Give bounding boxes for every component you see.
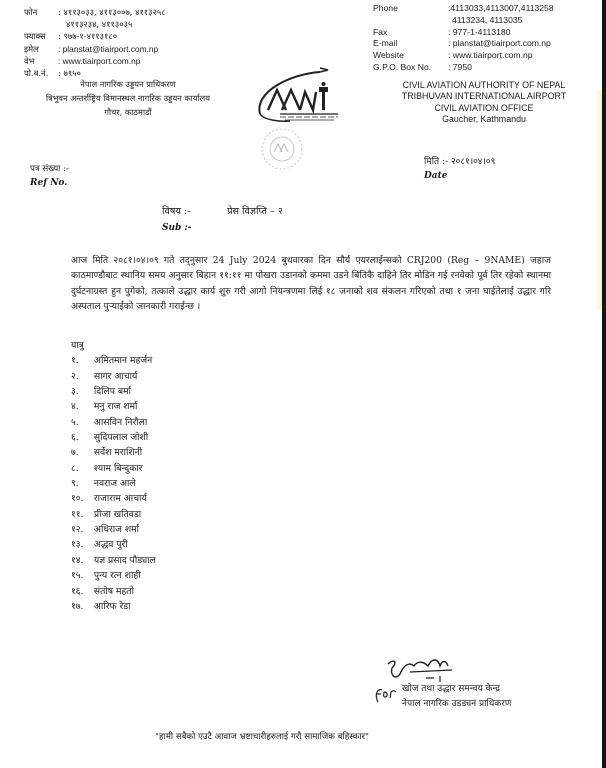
org-line2-en: TRIBHUVAN INTERNATIONAL AIRPORT (401, 91, 567, 102)
passenger-list-item (71, 537, 156, 552)
phone-value-en: :4113033,4113007,4113258 (448, 3, 554, 13)
page-edge-border (602, 0, 606, 768)
for-mark (372, 684, 398, 704)
date-label-np: मिति :- (424, 157, 449, 167)
date-label-en: Date (424, 171, 448, 181)
ref-label-en: Ref No. (30, 178, 68, 188)
passenger-number: ४. (71, 401, 79, 413)
passenger-name: आरिफ रेडा (93, 600, 131, 612)
passenger-number: १७. (71, 600, 84, 612)
web-row-en (373, 50, 598, 62)
letterhead-left (24, 6, 254, 79)
email-row-en (373, 38, 598, 50)
passenger-list-item (71, 584, 156, 599)
date-value: २०८१।०४।०९ (450, 157, 496, 167)
passenger-list-item (71, 599, 156, 614)
fax-value-en: : 977-1-4113180 (448, 26, 511, 37)
web-label-en: Website (373, 50, 404, 61)
subject-label-np: विषय :- (162, 206, 191, 217)
signatory-line2: नेपाल नागरिक उडड्यन प्राधिकरण (402, 698, 512, 709)
org-line4-en: Gaucher, Kathmandu (442, 113, 526, 124)
org-line1-en: CIVIL AVIATION AUTHORITY OF NEPAL (402, 80, 566, 90)
passenger-list-item (71, 353, 156, 368)
passenger-name: यज्ञ प्रसाद पौड्याल (93, 554, 156, 566)
passenger-number: १०. (71, 493, 84, 505)
fax-row-np (24, 30, 254, 42)
passenger-list-item (71, 445, 156, 460)
passenger-list-item (71, 476, 156, 491)
passenger-list-item (71, 568, 156, 583)
passenger-number: १६. (71, 585, 84, 597)
passenger-list-item (71, 507, 156, 522)
stamp-icon (260, 127, 304, 171)
subject-label-en: Sub :- (162, 223, 192, 233)
fax-label-en: Fax (373, 26, 388, 37)
phone-row2-np (24, 18, 254, 30)
passenger-number: १. (71, 355, 79, 367)
fax-value-np: : ९७७-१-४११३१८० (58, 31, 118, 42)
passenger-name: अद्धव पुरी (93, 539, 128, 551)
phone-value-np: : ४११३०३३, ४११३००७, ४११३२५८ (58, 7, 166, 17)
passenger-name: श्याम बिन्दुकार (93, 462, 143, 474)
pobox-label-en: G.P.O. Box No. (373, 61, 432, 72)
passenger-list-item (71, 461, 156, 476)
passenger-list-item (71, 369, 156, 384)
subject-value: प्रेस विज्ञप्ति – २ (227, 206, 283, 217)
email-row-np (24, 43, 254, 55)
pobox-label-np: पो.ब.नं. (24, 68, 49, 79)
subject-block (162, 203, 283, 237)
ref-label-np: पत्र संख्या :- (30, 164, 69, 174)
anti-corruption-slogan: "हामी सबैको एउटै आवाज भ्रष्टाचारीहरुलाई गरौ सामाजिक बहिस्कार" (155, 732, 369, 742)
fax-row-en (373, 27, 598, 39)
passenger-name: नवराज आले (93, 478, 136, 490)
passenger-name: राजाराम आचार्य (93, 493, 147, 505)
phone-row2-en (373, 15, 598, 27)
org-name-en (372, 80, 596, 125)
faded-stamp (260, 127, 304, 171)
passenger-number: ७. (71, 447, 79, 459)
passenger-name: सर्वेश मराशिनी (93, 447, 143, 459)
web-row-np (24, 55, 254, 67)
org-line3-en: CIVIL AVIATION OFFICE (434, 102, 534, 113)
passenger-number: १२. (71, 524, 84, 536)
passenger-name: अधिराज शर्मा (93, 524, 139, 536)
passenger-number: १३. (71, 539, 84, 551)
passenger-name: पुन्य रत्न शाही (93, 570, 141, 582)
caan-logo-icon (250, 62, 350, 136)
passenger-number: १४. (71, 554, 84, 566)
fax-label-np: फ्याक्स (24, 31, 46, 42)
passenger-number: ८. (71, 462, 79, 474)
web-value-en: : www.tiairport.com.np (448, 50, 533, 61)
passenger-number: ५. (71, 416, 79, 428)
web-value-np: : www.tiairport.com.np (58, 55, 141, 66)
for-mark-icon (372, 684, 398, 704)
phone-value2-en: 4113234, 4113035 (452, 14, 523, 25)
org-line2-np: त्रिभुवन अन्तर्राष्ट्रिय विमानस्थल नागरिक उड्डयन कार्यालय (46, 93, 210, 103)
passenger-number: ११. (71, 508, 84, 520)
passenger-name: दिलिप बर्मा (93, 386, 132, 398)
date-block (424, 155, 495, 183)
letterhead-right (373, 3, 598, 74)
phone-row-np (24, 6, 254, 18)
passenger-number: २. (71, 370, 79, 382)
email-label-en: E-mail (373, 38, 398, 49)
phone-row-en (373, 3, 598, 15)
passenger-list-item (71, 522, 156, 537)
org-line3-np: गौचर, काठमाडौं (104, 107, 152, 117)
passenger-number: ९. (71, 478, 79, 490)
press-release-body: आज मिति २०८१।०४।०९ गते तद्नुसार 24 July 2024 बुधवारका दिन सौर्य एयरलाईन्सको CRJ200 (Reg – 9NAME) जहाज काठमाण्डौबाट स्थानिय समय अनुसार बिहान ११:११ मा पोखरा उडानको कममा उडने बितिकै दाहिने तिर मोडिन गई रनवेको पूर्व तिर रहेको स्थानमा दुर्घटनाग्रस्त हुन पुगेको, तत्काले उद्धार कार्य शुरु गरी आगो नियन्त्रणमा लिई १८ जनाको शव संकलन गरिएको तथा १ जना घाईतेलाई उद्धार गरि अस्पताल पुर्‍याईको जानकारी गराईन्छ । (71, 255, 551, 313)
passenger-name: सुदिपलाल जोशी (93, 432, 149, 444)
passenger-name: आसविन निरौला (93, 416, 148, 428)
web-label-np: वेभ (24, 55, 35, 66)
handwritten-signature (380, 650, 460, 686)
phone-value2-np: ४११३२३४, ४११३०३५ (66, 19, 133, 30)
pobox-value-en: : 7950 (448, 61, 472, 72)
caan-logo (250, 62, 350, 136)
signature-icon (380, 650, 460, 686)
passenger-number: १५. (71, 570, 84, 582)
passenger-number: ६. (71, 432, 79, 444)
passenger-name: मनु राज शर्मा (93, 401, 138, 413)
org-name-np (18, 77, 238, 119)
phone-label-en: Phone (373, 3, 398, 13)
passenger-list-item (71, 399, 156, 414)
email-value-np: : planstat@tiairport.com.np (58, 43, 159, 54)
passenger-list-item (71, 430, 156, 445)
phone-label-np: फोन (24, 7, 38, 17)
pobox-row-en (373, 62, 598, 74)
passenger-list-item (71, 384, 156, 399)
signatory-office (402, 682, 511, 711)
passenger-list-item (71, 491, 156, 506)
passenger-name: सागर आचार्य (93, 370, 138, 382)
email-label-np: इमेल (24, 43, 39, 54)
ref-number (30, 162, 69, 190)
passenger-name: प्रीजा खतिवडा (93, 508, 142, 520)
pobox-value-np: : ७९५० (58, 68, 81, 79)
signatory-line1: खोज तथा उद्धार समन्वय केन्द्र (402, 684, 501, 694)
passenger-list-heading: यात्रु (71, 340, 84, 351)
email-value-en: : planstat@tiairport.com.np (448, 38, 551, 49)
passenger-number: ३. (71, 386, 79, 398)
passenger-list-item (71, 553, 156, 568)
passenger-name: अमितमान महर्जन (93, 355, 153, 367)
org-line1-np: नेपाल नागरिक उड्डयन प्राधिकरण (80, 79, 176, 89)
passenger-list-item (71, 415, 156, 430)
passenger-list (71, 338, 156, 614)
passenger-name: संतोष महतो (93, 585, 134, 597)
